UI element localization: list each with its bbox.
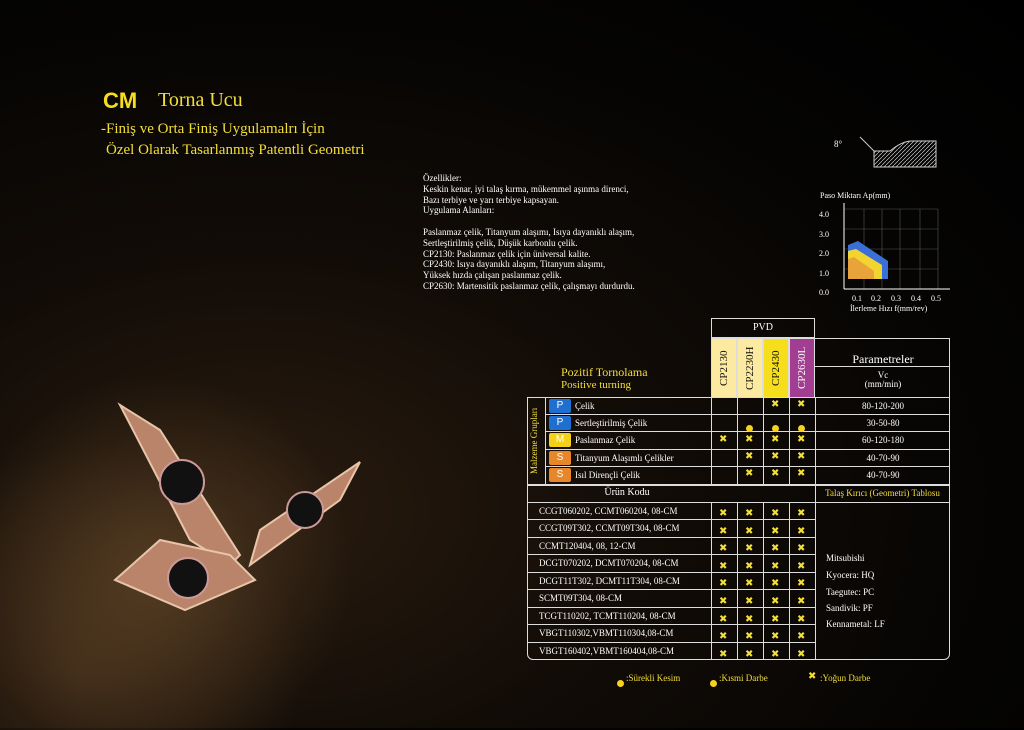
vc-value: 40-70-90 [866,470,900,480]
iso-badge-s: S [549,451,571,465]
product-marks-cp2430: ✖ ✖ ✖ ✖ ✖ ✖ ✖ ✖ ✖ [771,508,780,660]
iso-badge-p: P [549,416,571,430]
heavy-impact-mark: ✖ [771,468,780,479]
x-tick: 0.1 [852,294,862,303]
section-subtitle: Positive turning [561,379,631,391]
feature-description: Özellikler: Keskin kenar, iyi talaş kırma, mükemmel aşınma direnci, Bazı terbiye ve yarı terbiye kapsayan. Uygulama Alanları: Paslanmaz çelik, Titanyum alaşımı, Isıya dayanıklı alaşım, Sertleştirilmiş çelik, Düşük karbonlu çelik. CP2130: Paslanmaz çelik için üniversal kalite. CP2430: Isıya dayanıklı alaşım, Titanyum alaşımı, Yüksek hızda çalışan paslanmaz çelik. CP2630: Martensitik paslanmaz çelik, çalışmayı durdurdu. [423,173,635,291]
heavy-impact-mark: ✖ [745,434,754,445]
vc-value: 80-120-200 [862,401,904,411]
product-header: Ürün Kodu [604,487,650,498]
y-tick: 3.0 [819,229,829,239]
heavy-impact-mark: ✖ [719,434,728,445]
product-code: CCGT09T302, CCMT09T304, 08-CM [539,523,680,533]
subtitle-line-2: Özel Olarak Tasarlanmış Patentli Geometri [106,142,365,158]
heavy-impact-mark: ✖ [771,434,780,445]
product-marks-cp2630l: ✖ ✖ ✖ ✖ ✖ ✖ ✖ ✖ ✖ [797,508,806,660]
heavy-impact-mark: ✖ [745,468,754,479]
grade-label: CP2430 [770,350,782,386]
partial-impact-legend-icon [710,674,717,692]
legend-heavy: :Yoğun Darbe [820,673,871,683]
vc-label: Vc [877,370,889,380]
grade-label: CP2630L [796,346,808,390]
legend-partial: :Kısmi Darbe [719,673,768,683]
y-tick: 1.0 [819,268,829,278]
heavy-impact-mark: ✖ [797,434,806,445]
vc-value: 40-70-90 [866,453,900,463]
chart-y-label: Paso Miktarı Ap(mm) [820,191,891,200]
heavy-impact-mark: ✖ [797,399,806,410]
product-code: TCGT110202, TCMT110204, 08-CM [539,611,676,621]
continuous-cut-legend-icon [617,674,624,692]
vc-value: 60-120-180 [862,435,904,445]
grade-label: CP2130 [718,350,730,386]
heavy-impact-mark: ✖ [797,451,806,462]
rake-angle-label: 8° [834,139,843,149]
cutting-range-chart [810,203,950,303]
iso-badge-p: P [549,399,571,413]
grade-label: CP2230H [744,346,756,390]
iso-badge-m: M [549,433,571,447]
x-tick: 0.4 [911,294,921,303]
product-code-badge: CM [103,88,138,113]
subtitle-line-1: -Finiş ve Orta Finiş Uygulamalrı İçin [101,121,325,137]
material-group-label: Malzeme Grupları [529,407,539,475]
product-code: VBGT110302,VBMT110304,08-CM [539,628,674,638]
geometry-diagram [850,133,940,171]
material-name: Titanyum Alaşımlı Çelikler [575,453,674,463]
heavy-impact-mark: ✖ [745,451,754,462]
product-marks-cp2230h: ✖ ✖ ✖ ✖ ✖ ✖ ✖ ✖ ✖ [745,508,754,660]
vc-value: 30-50-80 [866,418,900,428]
product-code: SCMT09T304, 08-CM [539,593,623,603]
chart-x-label: İlerleme Hızı f(mm/rev) [850,304,928,313]
y-tick: 2.0 [819,249,829,258]
params-header [815,338,950,398]
section-title: Pozitif Tornolama [561,365,648,379]
product-code: CCMT120404, 08, 12-CM [539,541,636,551]
breaker-header: Talaş Kırıcı (Geometri) Tablosu [825,488,940,498]
x-tick: 0.2 [871,294,881,303]
heavy-impact-mark: ✖ [797,468,806,479]
vc-unit: (mm/min) [864,379,902,389]
page-title: Torna Ucu [158,89,243,111]
product-code: DCGT11T302, DCMT11T304, 08-CM [539,576,680,586]
brand-equivalent: Kennametal: LF [826,619,885,629]
product-code: CCGT060202, CCMT060204, 08-CM [539,506,678,516]
brand-equivalent: Sandivik: PF [826,603,873,613]
heavy-impact-mark: ✖ [771,399,780,410]
heavy-impact-legend-icon: ✖ [808,671,817,682]
y-tick: 0.0 [819,288,829,297]
brand-equivalent: Mitsubishi [826,553,865,563]
product-code: VBGT160402,VBMT160404,08-CM [539,646,675,656]
material-name: Isıl Dirençli Çelik [575,470,640,480]
brand-equivalent: Taegutec: PC [826,587,875,597]
legend-continuous: :Sürekli Kesim [626,673,681,683]
material-name: Sertleştirilmiş Çelik [575,418,648,428]
product-marks-cp2130: ✖ ✖ ✖ ✖ ✖ ✖ ✖ ✖ ✖ [719,508,728,660]
material-name: Paslanmaz Çelik [575,435,636,445]
x-tick: 0.5 [931,294,941,303]
y-tick: 4.0 [819,210,829,219]
x-tick: 0.3 [891,294,901,303]
brand-equivalent: Kyocera: HQ [826,570,875,580]
heavy-impact-mark: ✖ [771,451,780,462]
iso-badge-s: S [549,468,571,482]
product-code: DCGT070202, DCMT070204, 08-CM [539,558,679,568]
pvd-header: PVD [711,318,815,338]
insert-photo [100,390,380,620]
material-name: Çelik [575,401,595,411]
params-title: Parametreler [852,352,914,366]
